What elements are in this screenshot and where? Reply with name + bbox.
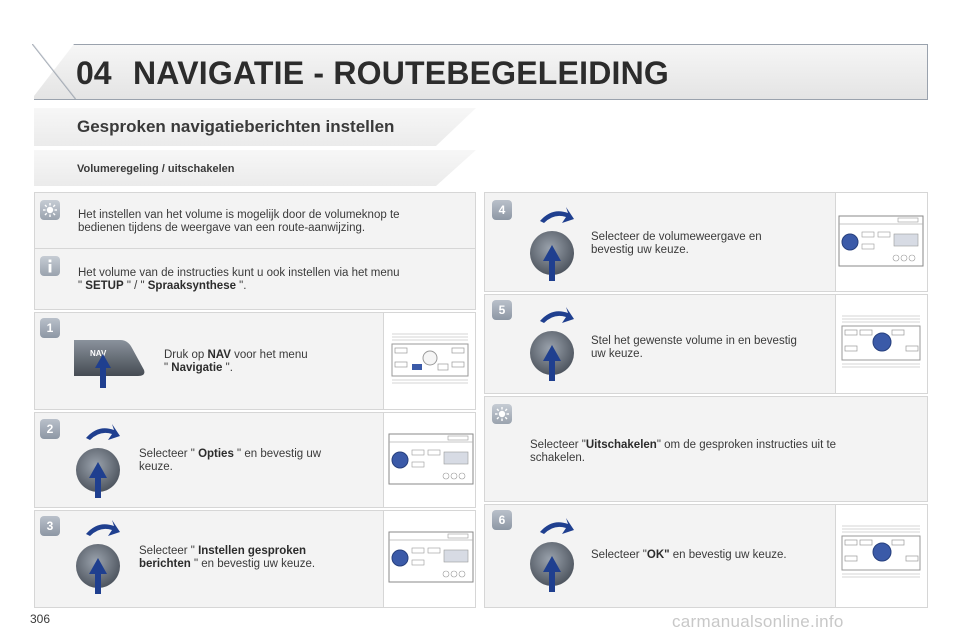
step-6-text	[591, 549, 787, 562]
text: Selecteer "	[139, 545, 199, 557]
tip-volume-knob	[78, 209, 400, 235]
rotary-knob-press-icon	[72, 422, 130, 500]
tip-setup-menu	[78, 267, 400, 293]
watermark: carmanualsonline.info	[672, 612, 844, 631]
lightbulb-icon	[40, 200, 60, 220]
text: " en bevestig uw	[233, 448, 322, 460]
tips-divider	[34, 248, 476, 249]
nav-button-label: NAV	[90, 349, 107, 358]
text: keuze.	[139, 461, 173, 473]
text: Selecteer de volumeweergave en	[591, 231, 762, 243]
speech-term: Spraaksynthese	[147, 280, 236, 292]
radio-unit-volume-image	[840, 522, 922, 582]
section-subtitle: Volumeregeling / uitschakelen	[77, 163, 235, 175]
radio-unit-knob-image	[388, 432, 474, 486]
text: "	[164, 362, 172, 374]
step-6-badge: 6	[492, 510, 512, 530]
text: " / "	[123, 280, 148, 292]
text: ".	[235, 280, 247, 292]
step-1-badge: 1	[40, 318, 60, 338]
chapter-title: NAVIGATIE - ROUTEBEGELEIDING	[133, 55, 669, 91]
text: Selecteer "	[591, 549, 647, 561]
text: Instellen gesproken	[198, 545, 307, 557]
tip-line: bedienen tijdens de weergave van een route-aanwijzing.	[78, 222, 366, 234]
setup-term: SETUP	[85, 280, 124, 292]
text: ".	[222, 362, 233, 374]
text: Stel het gewenste volume in en bevestig	[591, 335, 797, 347]
text: en bevestig uw keuze.	[669, 549, 787, 561]
text: Selecteer "	[530, 439, 586, 451]
text: uw keuze.	[591, 348, 643, 360]
text: Navigatie	[171, 362, 223, 374]
text: " en bevestig uw keuze.	[190, 558, 316, 570]
radio-unit-volume-image	[840, 312, 922, 372]
step-1-text	[164, 349, 308, 375]
text: Druk op	[164, 349, 208, 361]
text: Opties	[198, 448, 234, 460]
text: Selecteer "	[139, 448, 199, 460]
text: berichten	[139, 558, 191, 570]
step-4-badge: 4	[492, 200, 512, 220]
text: voor het menu	[230, 349, 308, 361]
info-icon	[40, 256, 60, 276]
tip-disable-text	[530, 439, 836, 465]
header-slant-decoration	[32, 44, 76, 100]
step-5-badge: 5	[492, 300, 512, 320]
page-number: 306	[30, 612, 51, 626]
rotary-knob-press-icon	[526, 516, 584, 594]
text: bevestig uw keuze.	[591, 244, 689, 256]
rotary-knob-press-icon	[72, 518, 130, 596]
step-4-text	[591, 231, 762, 257]
text: Uitschakelen	[585, 439, 657, 451]
rotary-knob-press-icon	[526, 205, 584, 283]
tip-line: Het volume van de instructies kunt u ook instellen via het menu	[78, 267, 400, 279]
step-2-text	[139, 448, 321, 474]
radio-unit-nav-image	[390, 330, 470, 388]
section-title: Gesproken navigatieberichten instellen	[77, 117, 395, 136]
text: OK"	[646, 549, 670, 561]
step-3-badge: 3	[40, 516, 60, 536]
text: NAV	[207, 349, 231, 361]
nav-button-icon	[72, 330, 152, 390]
tip-line: Het instellen van het volume is mogelijk door de volumeknop te	[78, 209, 400, 221]
text: " om de gesproken instructies uit te	[656, 439, 837, 451]
radio-unit-knob-image	[388, 530, 474, 584]
text: schakelen.	[530, 452, 585, 464]
chapter-number: 04	[76, 55, 112, 91]
step-5-text	[591, 335, 797, 361]
step-2-badge: 2	[40, 419, 60, 439]
lightbulb-icon	[492, 404, 512, 424]
radio-unit-knob-image	[838, 214, 924, 268]
text: "	[78, 280, 86, 292]
rotary-knob-press-icon	[526, 305, 584, 383]
step-3-text	[139, 545, 315, 571]
